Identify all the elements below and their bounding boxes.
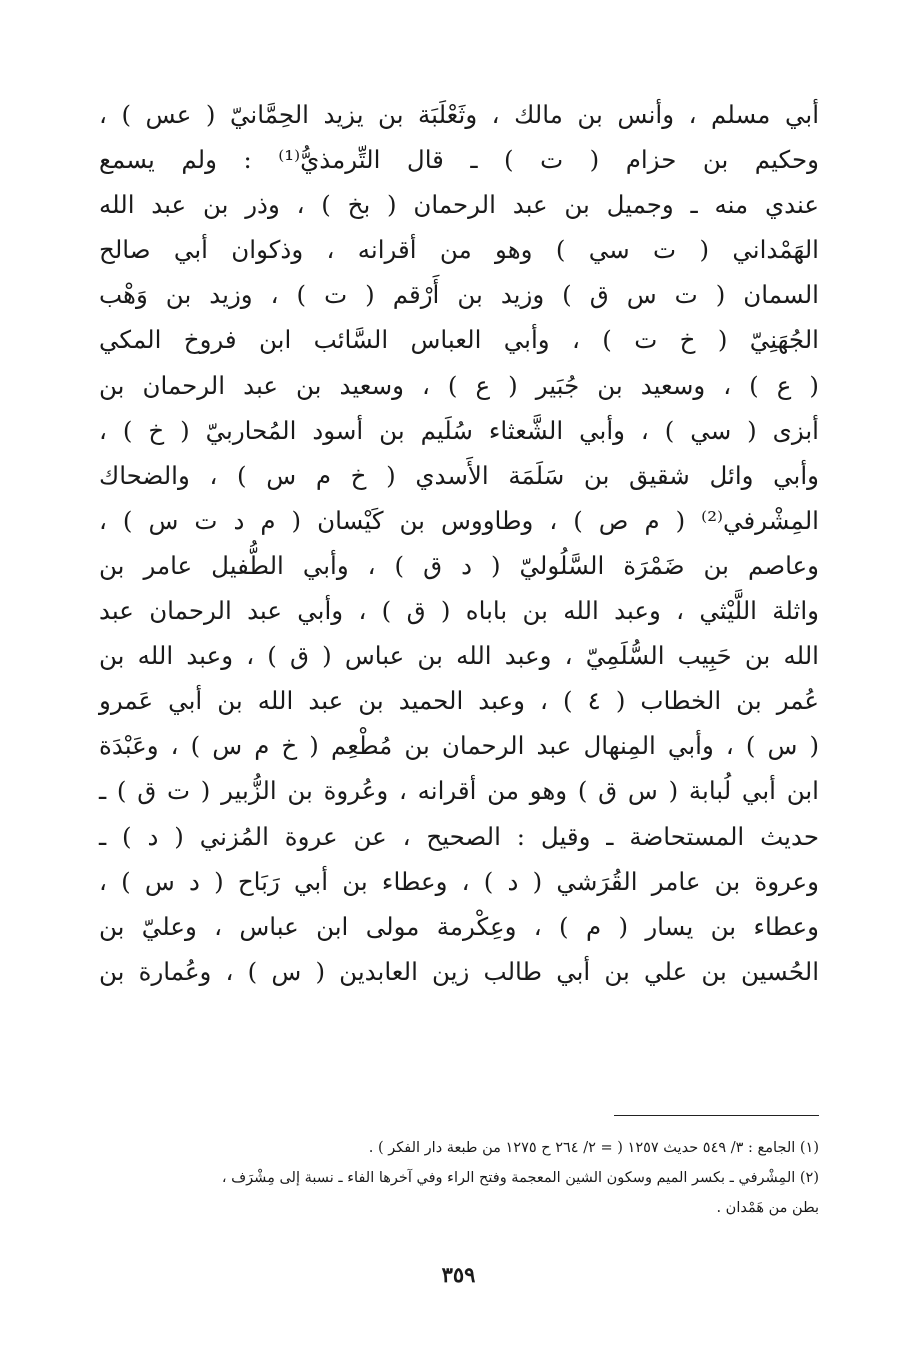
text-line: وعاصم بن ضَمْرَة السَّلُوليّ ( د ق ) ، وأبي الطُّفيل عامر بن (99, 550, 819, 580)
text-line: وحكيم بن حزام ( ت ) ـ قال التِّرمذيُّ⁽¹⁾ : ولم يسمع (99, 145, 819, 175)
text-line: عُمر بن الخطاب ( ٤ ) ، وعبد الحميد بن عبد الله بن أبي عَمرو (99, 686, 819, 716)
page-number: ٣٥٩ (441, 1262, 476, 1287)
text-line: واثلة اللَّيْثي ، وعبد الله بن باباه ( ق ) ، وأبي عبد الرحمان عبد (99, 596, 819, 626)
footnote-2-continuation: بطن من هَمْدان . (716, 1200, 819, 1216)
footnotes-block (99, 1133, 819, 1223)
footnote-1: (١) الجامع : ٣/ ٥٤٩ حديث ١٢٥٧ ( = ٢/ ٢٦٤ ح ١٢٧٥ من طبعة دار الفكر ) . (368, 1140, 819, 1156)
text-line: الهَمْداني ( ت سي ) وهو من أقرانه ، وذكوان أبي صالح (99, 235, 819, 265)
text-line: وأبي وائل شقيق بن سَلَمَة الأَسدي ( خ م س ) ، والضحاك (99, 460, 819, 490)
text-line: ( س ) ، وأبي المِنهال عبد الرحمان بن مُطْعِم ( خ م س ) ، وعَبْدَة (99, 731, 819, 761)
text-line: الله بن حَبِيب السُّلَمِيّ ، وعبد الله بن عباس ( ق ) ، وعبد الله بن (99, 641, 819, 671)
text-line: ( ع ) ، وسعيد بن جُبَير ( ع ) ، وسعيد بن عبد الرحمان بن (99, 370, 819, 400)
text-line: وعطاء بن يسار ( م ) ، وعِكْرمة مولى ابن عباس ، وعليّ بن (99, 911, 819, 941)
text-line: ابن أبي لُبابة ( س ق ) وهو من أقرانه ، وعُروة بن الزُّبير ( ت ق ) ـ (99, 776, 819, 806)
text-line: أبزى ( سي ) ، وأبي الشَّعثاء سُلَيم بن أسود المُحاربيّ ( خ ) ، (99, 415, 819, 445)
text-line: أبي مسلم ، وأنس بن مالك ، وثَعْلَبَة بن يزيد الحِمَّانيّ ( عس ) ، (99, 100, 819, 129)
text-line: المِشْرفي⁽²⁾ ( م ص ) ، وطاووس بن كَيْسان ( م د ت س ) ، (99, 505, 819, 535)
text-line: وعروة بن عامر القُرَشي ( د ) ، وعطاء بن أبي رَبَاح ( د س ) ، (99, 866, 819, 896)
text-line: الجُهَنِيّ ( خ ت ) ، وأبي العباس السَّائب ابن فروخ المكي (99, 325, 819, 355)
text-line: عندي منه ـ وجميل بن عبد الرحمان ( بخ ) ، وذر بن عبد الله (99, 190, 819, 220)
main-text-block (99, 92, 819, 994)
text-line: حديث المستحاضة ـ وقيل : الصحيح ، عن عروة المُزني ( د ) ـ (99, 821, 819, 851)
text-line: الحُسين بن علي بن أبي طالب زين العابدين ( س ) ، وعُمارة بن (99, 956, 819, 986)
text-line: السمان ( ت س ق ) وزيد بن أَرْقم ( ت ) ، وزيد بن وَهْب (99, 280, 819, 310)
footnote-separator (614, 1115, 819, 1116)
footnote-2: (٢) المِشْرفي ـ بكسر الميم وسكون الشين المعجمة وفتح الراء وفي آخرها الفاء ـ نسبة إلى مِشْرَف ، (221, 1170, 819, 1186)
